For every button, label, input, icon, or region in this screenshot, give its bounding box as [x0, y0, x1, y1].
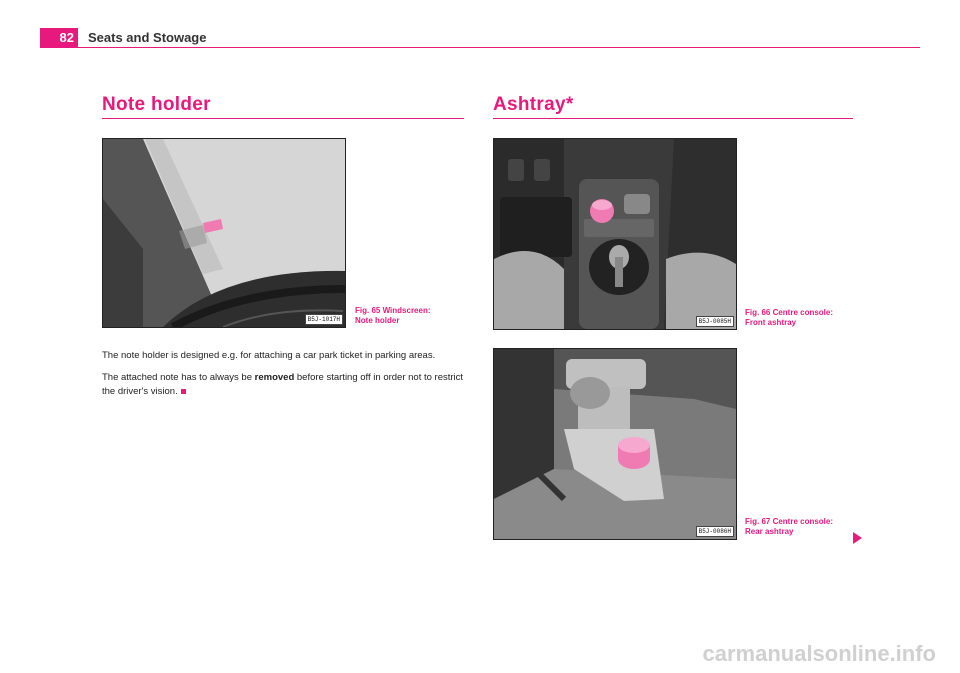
figure-caption-66: Fig. 66 Centre console: Front ashtray	[745, 308, 834, 327]
front-console-illustration	[494, 139, 736, 329]
figure-caption-67: Fig. 67 Centre console: Rear ashtray	[745, 517, 834, 536]
paragraph-note-holder-purpose: The note holder is designed e.g. for attaching a car park ticket in parking areas.	[102, 350, 436, 361]
rear-console-illustration	[494, 349, 736, 539]
paragraph-note-holder-warning: The attached note has to always be removed before starting off in order not to restrict the driver's vision.	[102, 372, 464, 397]
figure-rear-ashtray	[493, 348, 737, 540]
triangle-right-icon	[853, 532, 862, 544]
figure-caption-65: Fig. 65 Windscreen: Note holder	[355, 306, 431, 325]
windscreen-illustration	[103, 139, 345, 327]
section-rule-left	[102, 118, 464, 119]
header-rule	[40, 47, 920, 48]
watermark: carmanualsonline.info	[702, 641, 936, 666]
section-rule-right	[493, 118, 853, 119]
page-number: 82	[40, 28, 78, 48]
figure-code: B5J-0086H	[696, 526, 734, 537]
figure-windscreen-note-holder	[102, 138, 346, 328]
figure-code: B5J-1017H	[305, 314, 343, 325]
section-heading-ashtray: Ashtray*	[493, 94, 574, 115]
square-marker-icon	[181, 389, 186, 394]
section-heading-note-holder: Note holder	[102, 94, 211, 115]
figure-code: B5J-0085H	[696, 316, 734, 327]
figure-front-ashtray	[493, 138, 737, 330]
chapter-title: Seats and Stowage	[88, 30, 207, 45]
